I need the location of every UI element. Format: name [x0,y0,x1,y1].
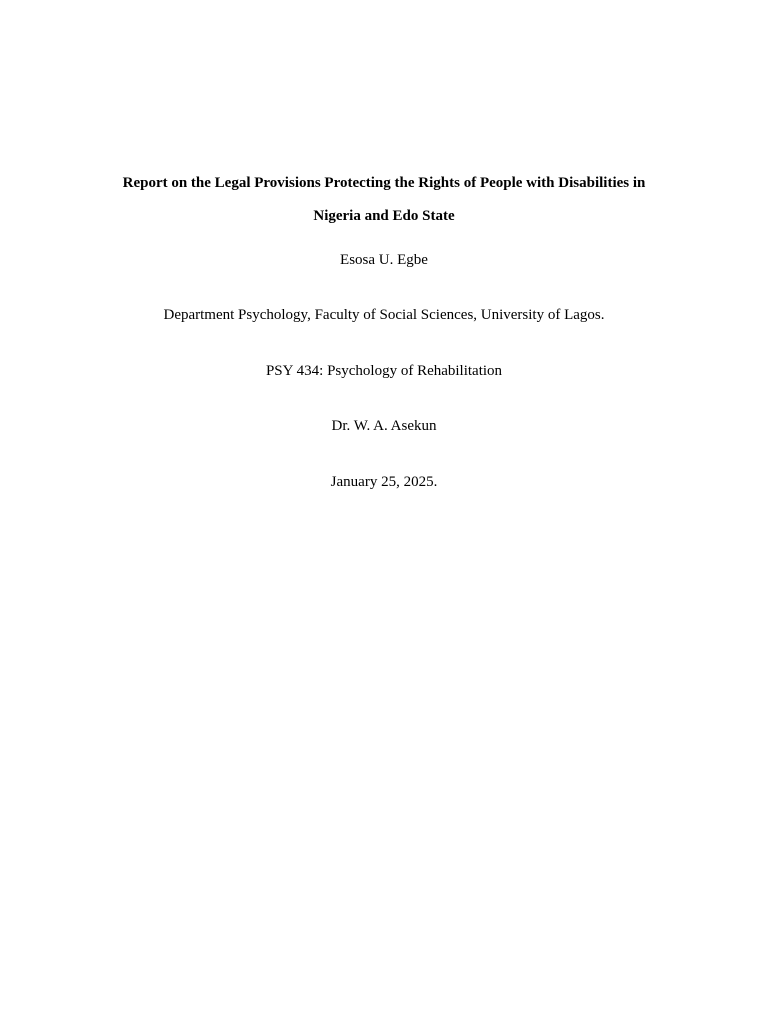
submission-date: January 25, 2025. [330,474,438,490]
author-name: Esosa U. Egbe [340,252,428,268]
course-name: PSY 434: Psychology of Rehabilitation [265,363,503,379]
institutional-affiliation: Department Psychology, Faculty of Social Sciences, University of Lagos. [163,307,605,323]
instructor-name: Dr. W. A. Asekun [331,418,437,434]
report-title-line-2: Nigeria and Edo State [313,208,455,224]
report-title-line-1: Report on the Legal Provisions Protecting the Rights of People with Disabilities in [122,175,646,191]
